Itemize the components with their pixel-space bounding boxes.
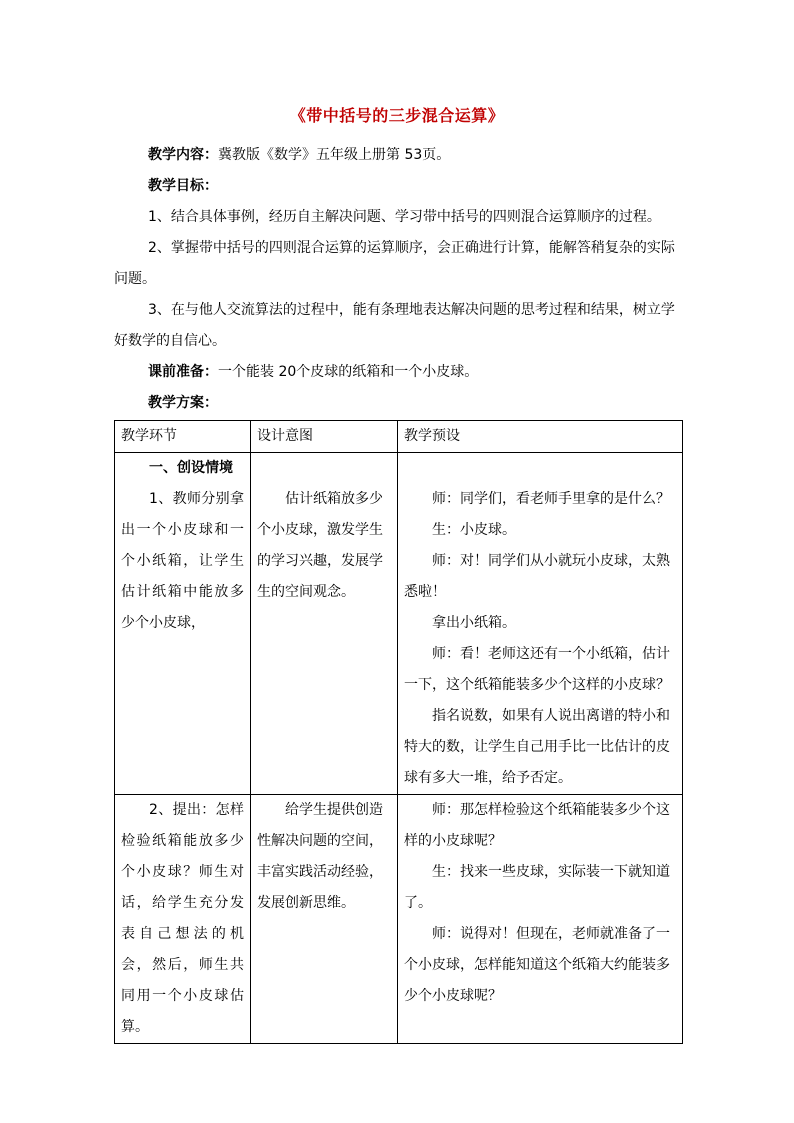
preset-paragraph: 拿出小纸箱。 [432, 615, 516, 631]
objectives-label: 教学目标： [148, 178, 218, 194]
preset-paragraph: 师：对！同学们从小就玩小皮球，太熟悉啦！ [404, 553, 670, 600]
preset-paragraph: 指名说数，如果有人说出离谱的特小和特大的数，让学生自己用手比一比估计的皮球有多大一堆，给予否定。 [404, 708, 670, 786]
plan-line [114, 388, 684, 419]
section-heading: 一、创设情境 [149, 460, 233, 476]
objective-item: 3、在与他人交流算法的过程中，能有条理地表达解决问题的思考过程和结果，树立学好数学的自信心。 [114, 302, 675, 349]
stage-cell [115, 453, 251, 795]
objective-item: 1、结合具体事例，经历自主解决问题、学习带中括号的四则混合运算顺序的过程。 [148, 209, 661, 225]
content-label: 教学内容： [148, 147, 218, 163]
preset-paragraph: 师：看！老师这还有一个小纸箱，估计一下，这个纸箱能装多少个这样的小皮球？ [404, 646, 670, 693]
intent-cell [251, 795, 398, 1044]
preset-paragraph: 生：找来一些皮球，实际装一下就知道了。 [404, 864, 670, 911]
table-row [115, 453, 683, 795]
table-header-cell: 教学环节 [115, 421, 251, 453]
content-line [114, 140, 684, 171]
stage-text: 1、教师分别拿出一个小皮球和一个小纸箱，让学生估计纸箱中能放多少个小皮球， [121, 491, 244, 631]
objective-item: 2、掌握带中括号的四则混合运算的运算顺序，会正确进行计算，能解答稍复杂的实际问题。 [114, 240, 675, 287]
preset-cell [398, 453, 683, 795]
intent-text: 估计纸箱放多少个小皮球，激发学生的学习兴趣，发展学生的空间观念。 [257, 491, 383, 600]
preset-paragraph: 师：那怎样检验这个纸箱能装多少个这样的小皮球呢？ [404, 802, 670, 849]
prep-text: 一个能装 20个皮球的纸箱和一个小皮球。 [218, 364, 479, 380]
stage-cell [115, 795, 251, 1044]
preset-paragraph: 生：小皮球。 [432, 522, 516, 538]
preset-cell [398, 795, 683, 1044]
prep-line [114, 357, 684, 388]
teaching-plan-table [114, 420, 683, 1044]
preset-paragraph: 师：说得对！但现在，老师就准备了一个小皮球，怎样能知道这个纸箱大约能装多少个小皮球呢？ [404, 926, 670, 1004]
table-header-cell: 设计意图 [251, 421, 398, 453]
plan-label: 教学方案： [148, 395, 218, 411]
intent-text: 给学生提供创造性解决问题的空间，丰富实践活动经验，发展创新思维。 [257, 802, 383, 911]
objectives-line [114, 171, 684, 202]
table-header-row [115, 421, 683, 453]
stage-text: 2、提出：怎样检验纸箱能放多少个小皮球？师生对话，给学生充分发表自己想法的机会，然后，师生共同用一个小皮球估算。 [121, 802, 244, 1035]
table-row [115, 795, 683, 1044]
intent-cell [251, 453, 398, 795]
preset-paragraph: 师：同学们，看老师手里拿的是什么？ [432, 491, 670, 507]
table-header-cell: 教学预设 [398, 421, 683, 453]
prep-label: 课前准备： [148, 364, 218, 380]
content-text: 冀教版《数学》五年级上册第 53页。 [218, 147, 451, 163]
document-title: 《带中括号的三步混合运算》 [289, 106, 505, 125]
